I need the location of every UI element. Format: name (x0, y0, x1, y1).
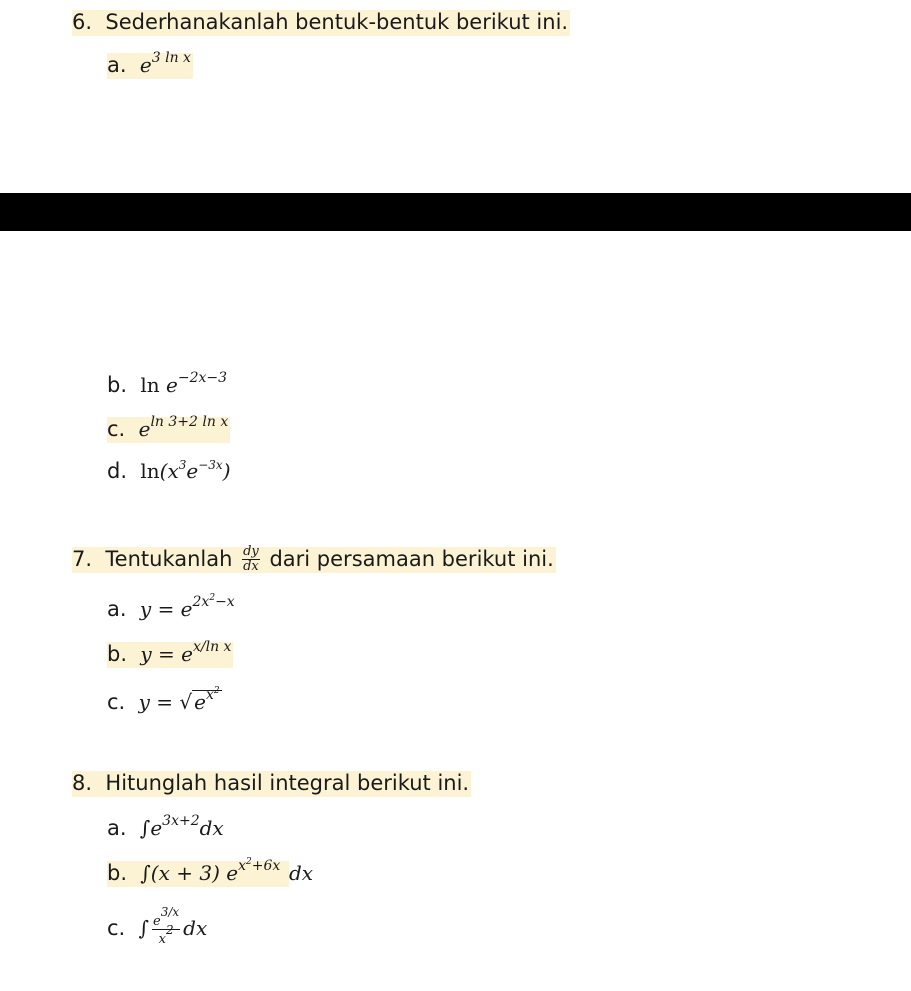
q8-item-b-dx: dx (288, 861, 314, 885)
integral-icon: ∫ (138, 916, 150, 940)
q7-item-c (107, 686, 222, 715)
q8-item-b (107, 857, 314, 886)
q8-item-b-expression: ∫(x + 3) $e^{x^2+6x}$ (140, 857, 281, 885)
q8-item-a (107, 815, 224, 841)
square-root-icon: √ (179, 690, 193, 714)
question-8-number: 8. (72, 771, 93, 795)
q6-item-c-expression: $e^{ln 3+2 ln x}$ (138, 414, 229, 441)
q8-item-a-expression: $\int e^{3x+2}dx$ (139, 813, 224, 840)
q6-item-b-label: b. (107, 373, 128, 397)
q6-item-b (107, 372, 227, 398)
question-7-text-after: dari persamaan berikut ini. (269, 546, 554, 571)
q6-item-a-label: a. (107, 53, 127, 77)
question-8-heading (72, 770, 471, 796)
q8-item-c-fraction: $\frac{e^{3/x}}{x^2}$ (153, 905, 180, 947)
q8-item-a-label: a. (107, 816, 127, 840)
q6-item-c-label: c. (107, 417, 126, 441)
question-6-heading (72, 9, 570, 35)
integral-icon: ∫ (140, 861, 151, 885)
q7-item-c-label: c. (107, 690, 126, 714)
q8-item-b-label: b. (107, 861, 128, 885)
q7-item-c-expression: y = √ $e^{x^2}$ (138, 686, 220, 714)
q7-item-b (107, 641, 233, 667)
q8-item-c-expression: ∫ $\frac{e^{3/x}}{x^2}$ dx (138, 905, 208, 947)
question-7-heading (72, 545, 556, 574)
question-6-number: 6. (72, 10, 93, 34)
q6-item-b-expression: $\ln e^{-2x-3}$ (140, 370, 228, 397)
q6-item-c (107, 416, 230, 442)
q7-item-a-label: a. (107, 597, 127, 621)
q7-item-b-expression: $y = e^{x/ln x}$ (140, 639, 232, 666)
q8-item-c (107, 905, 208, 947)
redaction-bar (0, 193, 911, 231)
q6-item-a-expression: $e^{3 ln x}$ (139, 50, 191, 77)
question-7-number: 7. (72, 546, 93, 571)
q6-item-d (107, 458, 231, 484)
q6-item-a (107, 52, 193, 78)
q8-item-c-label: c. (107, 916, 126, 940)
q6-item-d-label: d. (107, 459, 128, 483)
question-7-text-before: Tentukanlah (105, 546, 233, 571)
q6-item-d-expression: $\ln(x^3e^{-3x})$ (140, 458, 231, 483)
q7-item-a-expression: $y = e^{2x^2-x}$ (139, 593, 235, 621)
dy-dx-fraction: $\frac{dy}{dx}$ (243, 544, 259, 574)
q7-item-a (107, 593, 235, 622)
question-6-text: Sederhanakanlah bentuk-bentuk berikut ini. (105, 10, 569, 34)
q7-item-b-label: b. (107, 642, 128, 666)
question-8-text: Hitunglah hasil integral berikut ini. (105, 771, 470, 795)
integral-icon: ∫ (139, 816, 151, 840)
